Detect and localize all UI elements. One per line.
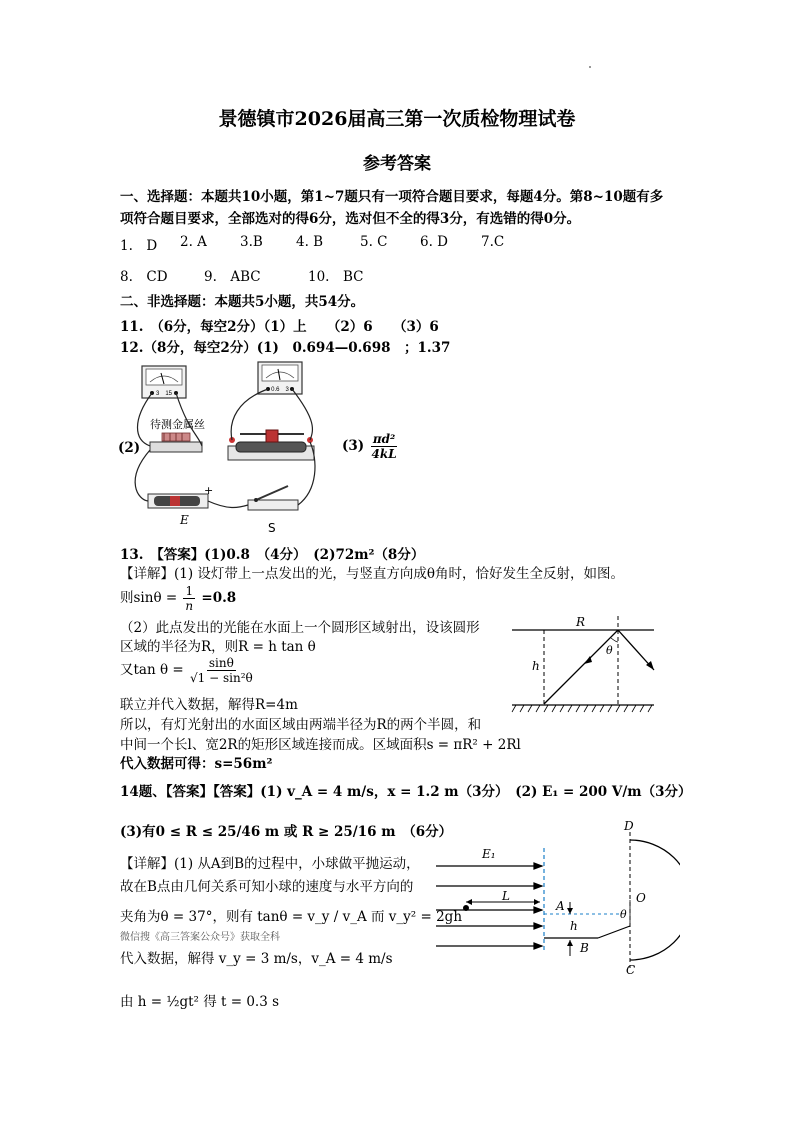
answer-item: 6. D (420, 234, 448, 250)
field-lines (436, 863, 542, 949)
scan-dot (589, 66, 591, 68)
q13-tan-den: √1 − sin²θ (190, 671, 253, 685)
q14-detail-5: 由 h = ½gt² 得 t = 0.3 s (120, 994, 280, 1010)
answer-item: 7.C (481, 234, 505, 250)
ammeter (258, 362, 302, 394)
q14-fig-O: O (636, 891, 646, 905)
answer-item: 4. B (296, 234, 324, 250)
answer-item: 5. C (360, 234, 388, 250)
ammeter-scale: 0.6 3 (271, 387, 289, 393)
q14-fig-B: B (580, 941, 589, 955)
q13-tan-fraction (190, 656, 253, 685)
wire-label: 待测金属丝 (150, 418, 205, 431)
q13-fig-h: h (532, 659, 540, 673)
answer-item: 1. D (120, 238, 158, 254)
rheostat (228, 430, 314, 460)
section1-heading-line2: 项符合题目要求，全部选对的得6分，选对但不全的得3分，有选错的得0分。 (120, 211, 581, 227)
q13-sin-fraction (183, 584, 195, 613)
section1-heading-line1: 一、选择题：本题共10小题，第1~7题只有一项符合题目要求，每题4分。第8~10题有多 (120, 189, 664, 205)
q13-mid: 中间一个长l、宽2R的矩形区域连接而成。区域面积s = πR² + 2Rl (120, 737, 521, 753)
page-title: 景德镇市2026届高三第一次质检物理试卷 (218, 108, 576, 130)
q12-part3-label: (3) (342, 438, 365, 454)
q12-part3 (342, 432, 399, 461)
q13-sin (120, 584, 236, 613)
q14-fig-h: h (570, 919, 578, 933)
q13-result: 代入数据可得：s=56m² (120, 756, 273, 772)
q14-fig-A: A (556, 899, 565, 913)
answer-item: 8. CD (120, 269, 168, 285)
q14-fig-E1: E₁ (482, 847, 496, 861)
q13-sin-result: =0.8 (201, 590, 237, 606)
metal-wire (150, 433, 202, 452)
q14-fig-theta: θ (620, 908, 627, 921)
q13-tan-prefix: 又tan θ = (120, 662, 184, 678)
voltmeter-scale: 3 15 (155, 391, 173, 397)
answer-item: 10. BC (308, 269, 364, 285)
q14-fig-L: L (502, 889, 510, 903)
q13-detail-1: 【详解】(1) 设灯带上一点发出的光，与竖直方向成θ角时，恰好发生全反射，如图。 (120, 566, 625, 582)
section2-heading: 二、非选择题：本题共5小题，共54分。 (120, 294, 365, 310)
q13-tan (120, 656, 255, 685)
circuit-diagram (128, 360, 318, 540)
answer-item: 3.B (240, 234, 263, 250)
q13-fig-R: R (576, 615, 586, 629)
q13-detail-2-line1: （2）此点发出的光能在水面上一个圆形区域射出，设该圆形 (120, 620, 480, 636)
battery (148, 494, 208, 508)
q13-sin-prefix: 则sinθ = (120, 590, 178, 606)
q13-so: 所以，有灯光射出的水面区域由两端半径为R的两个半圆，和 (120, 717, 482, 733)
answer-item: 9. ABC (204, 269, 261, 285)
switch (248, 486, 298, 510)
q13-figure (508, 612, 658, 716)
q14-detail-1: 【详解】(1) 从A到B的过程中，小球做平抛运动， (120, 856, 420, 872)
q13-fig-theta: θ (606, 644, 613, 657)
q13-detail-2-line2: 区域的半径为R，则R = h tan θ (120, 639, 316, 655)
q14-figure (430, 818, 680, 978)
q13-answer: 13. 【答案】(1)0.8 （4分） (2)72m²（8分） (120, 547, 425, 563)
voltmeter (142, 366, 186, 398)
q13-sin-den: n (185, 599, 194, 613)
q14-fig-C: C (626, 963, 636, 977)
q12-formula-denominator: 4kL (371, 447, 397, 461)
q11-answer: 11. （6分，每空2分）（1）上 （2）6 （3）6 (120, 319, 439, 335)
q13-solve: 联立并代入数据，解得R=4m (120, 697, 298, 713)
q14-detail-3: 夹角为θ = 37°，则有 tanθ = v_y / v_A 而 v_y² = 2gh (120, 909, 463, 925)
q13-sin-num: 1 (185, 584, 194, 598)
q13-tan-num: sinθ (208, 656, 234, 670)
answer-item: 2. A (180, 234, 207, 250)
q12-formula-numerator: πd² (372, 432, 396, 446)
q14-part3: (3)有0 ≤ R ≤ 25/46 m 或 R ≥ 25/16 m （6分） (120, 824, 453, 840)
q12-part2-label: (2) (118, 440, 141, 456)
q14-detail-2: 故在B点由几何关系可知小球的速度与水平方向的 (120, 879, 414, 895)
q12-answer: 12.（8分，每空2分）(1) 0.694—0.698 ；1.37 (120, 340, 451, 356)
q14-answer: 14题、【答案】【答案】(1) v_A = 4 m/s，x = 1.2 m（3分） (2) E₁ = 200 V/m（3分） (120, 784, 692, 800)
q12-formula (371, 432, 397, 461)
watermark: 微信搜《高三答案公众号》获取全科 (120, 932, 280, 943)
page-subtitle: 参考答案 (363, 154, 431, 174)
q14-fig-D: D (624, 819, 634, 833)
battery-label: E (180, 513, 189, 527)
q14-detail-4: 代入数据，解得 v_y = 3 m/s，v_A = 4 m/s (120, 951, 393, 967)
battery-plus: + (204, 484, 214, 497)
switch-label: S (268, 521, 276, 535)
